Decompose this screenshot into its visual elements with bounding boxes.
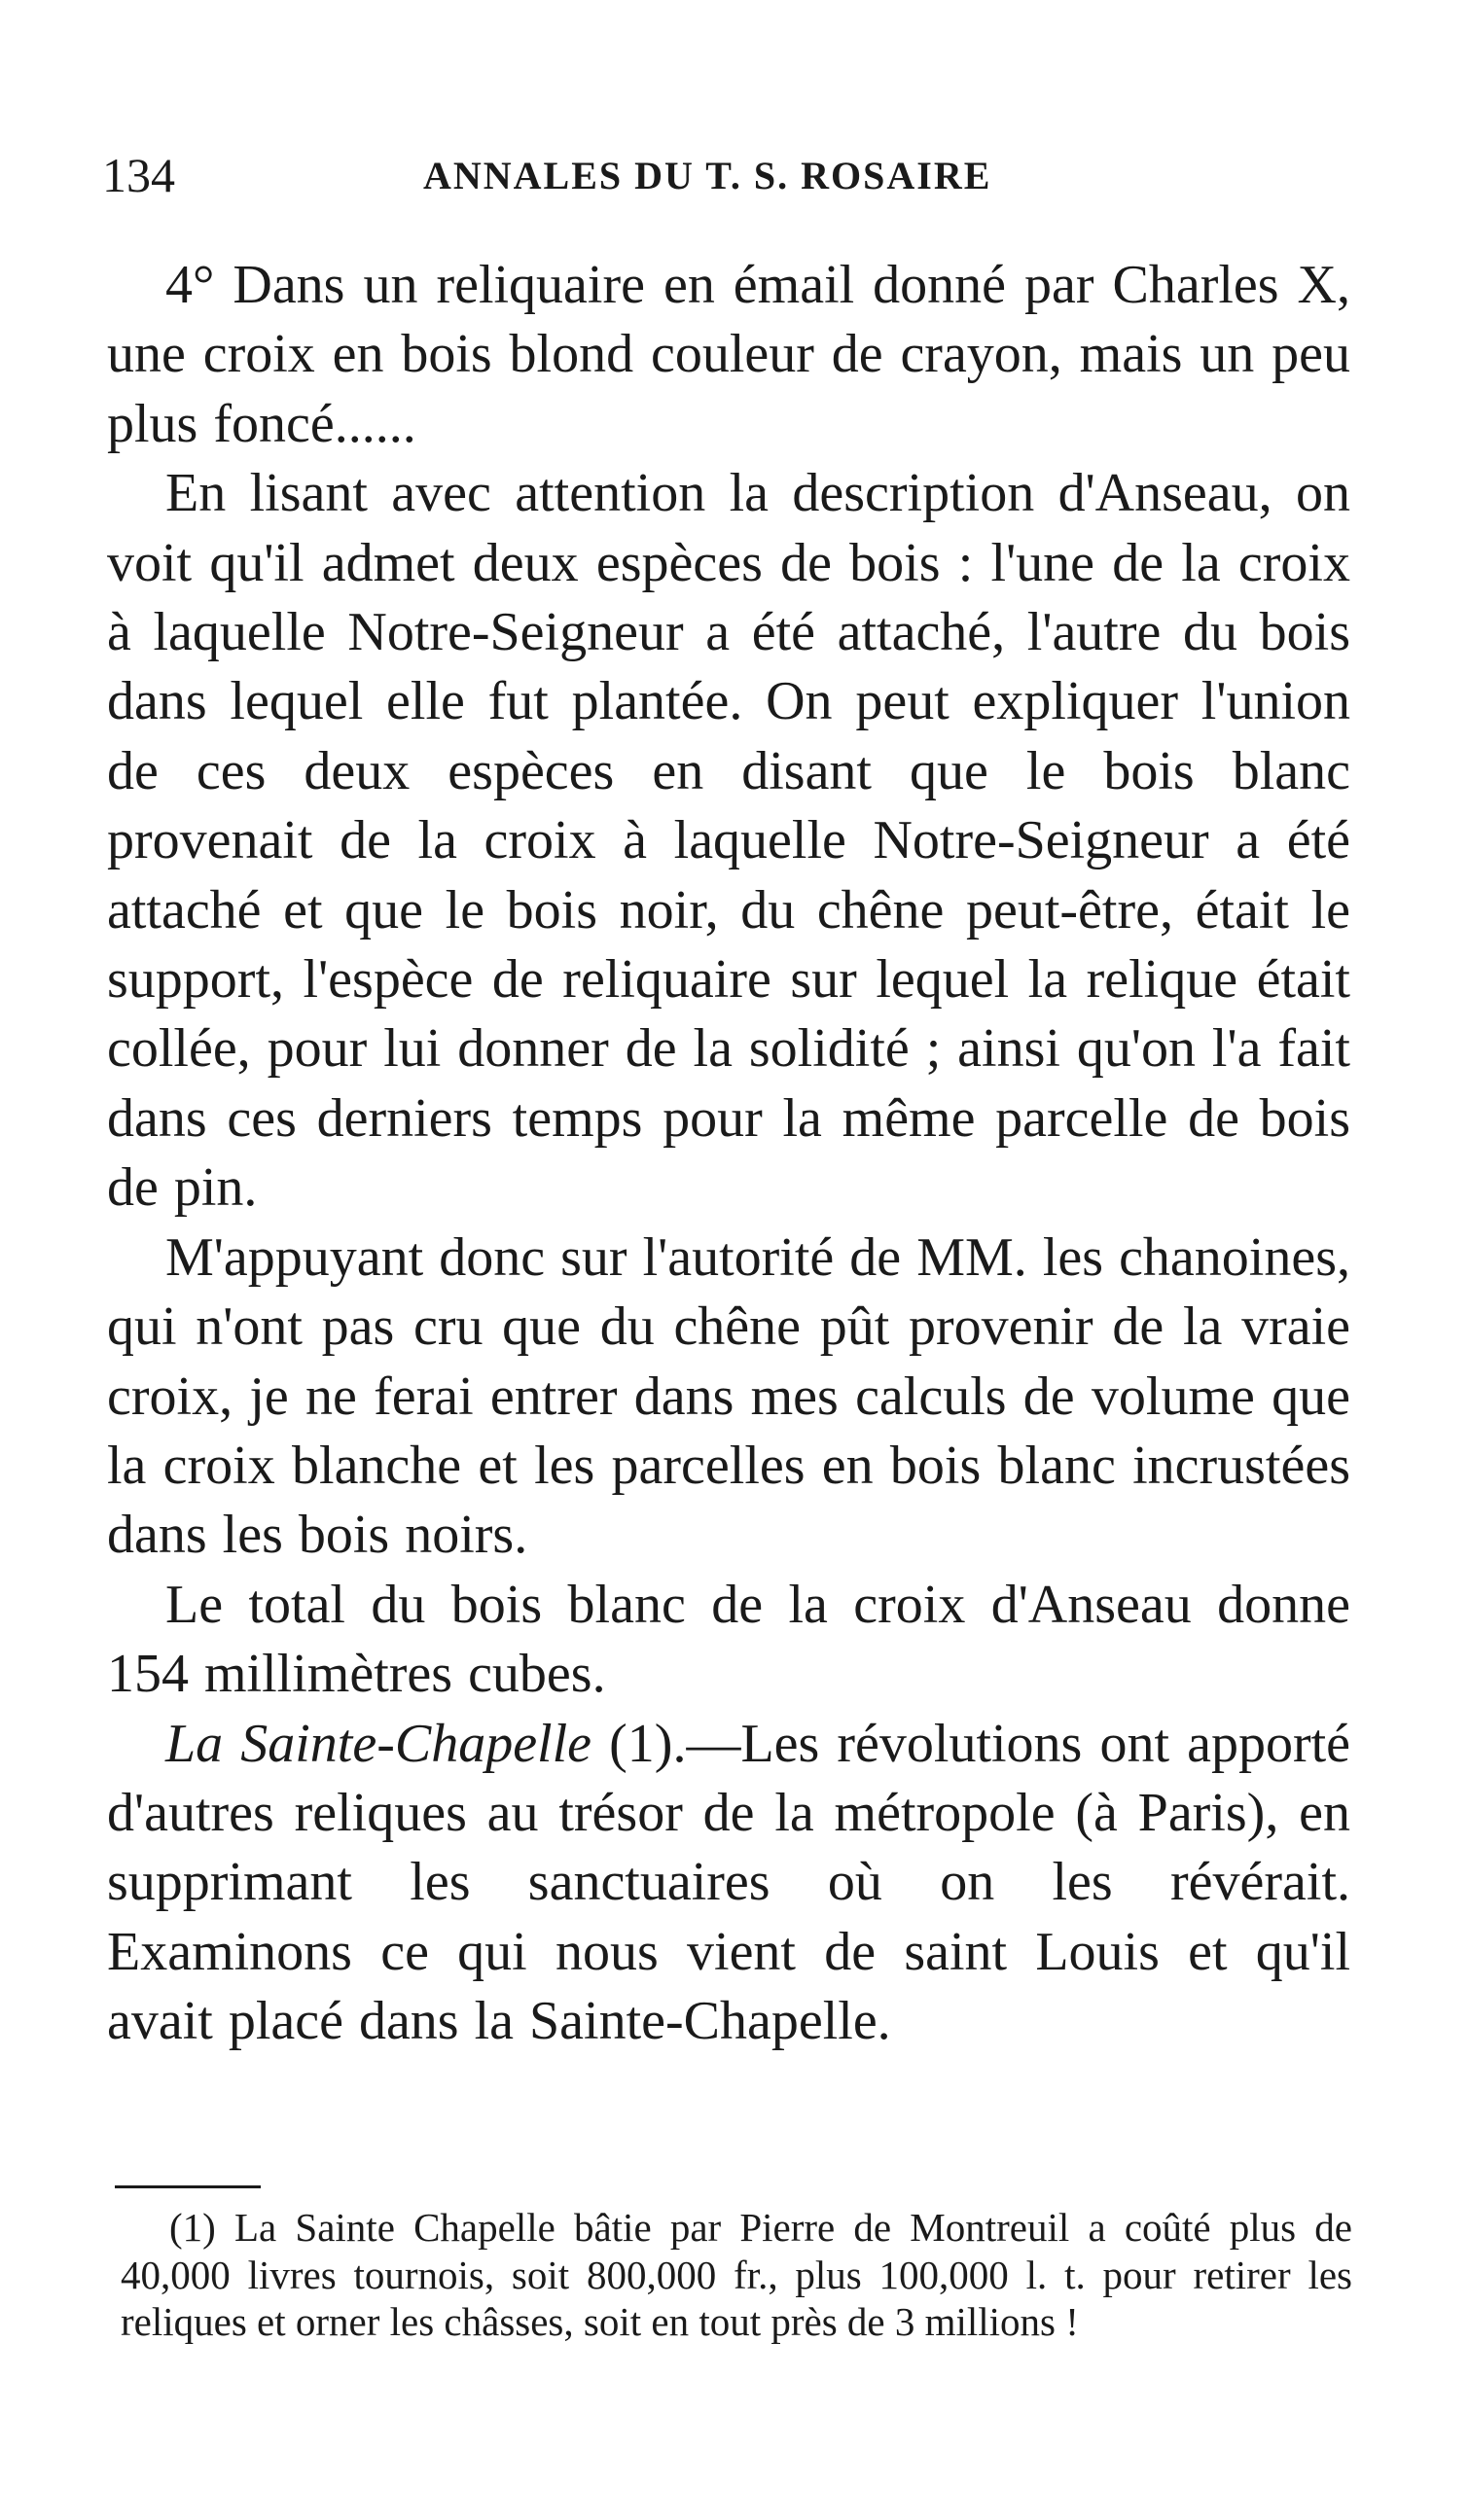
paragraph-sainte-chapelle xyxy=(107,1710,1350,2057)
page-number: 134 xyxy=(102,148,175,202)
paragraph-description-anseau: En lisant avec attention la description d'Anseau, on voit qu'il admet deux espèces de bois : l'une de la croix à laquelle Notre-Seigneur a été attaché, l'autre du bois dans lequel elle fut plantée. On peut expliquer l'union de ces deux espèces en disant que le bois blanc provenait de la croix à laquelle Notre-Seigneur a été attaché et que le bois noir, du chêne peut-être, était le support, l'espèce de reliquaire sur lequel la relique était collée, pour lui donner de la solidité ; ainsi qu'on l'a fait dans ces derniers temps pour la même parcelle de bois de pin. xyxy=(107,463,1350,1219)
footnote xyxy=(121,2204,1352,2346)
sainte-chapelle-text: .—Les révolutions ont apporté d'autres reliques au trésor de la métropole (à Paris), en supprimant les sanctuaires où on les révérait. Examinons ce qui nous vient de saint Louis et qu'il avait placé dans la Sainte-Chapelle. xyxy=(107,1713,1351,2052)
footnote-marker: (1) xyxy=(169,2205,216,2250)
paragraph-total-bois-blanc: Le total du bois blanc de la croix d'Anseau donne 154 millimètres cubes. xyxy=(107,1574,1350,1705)
running-title: ANNALES DU T. S. ROSAIRE xyxy=(423,154,992,197)
footnote-rule xyxy=(115,2185,261,2188)
page-header xyxy=(102,146,1367,214)
paragraph-autorite-chanoines: M'appuyant donc sur l'autorité de MM. les chanoines, qui n'ont pas cru que du chêne pût provenir de la vraie croix, je ne ferai entrer dans mes calculs de volume que la croix blanche et les parcelles en bois blanc incrustées dans les bois noirs. xyxy=(107,1226,1350,1566)
body-text xyxy=(107,251,1350,2057)
footnote-reference: (1) xyxy=(609,1713,673,1774)
paragraph-reliquaire-charles-x: 4° Dans un reliquaire en émail donné par Charles X, une croix en bois blond couleur de crayon, mais un peu plus foncé...... xyxy=(107,255,1350,454)
footnote-text: La Sainte Chapelle bâtie par Pierre de Montreuil a coûté plus de 40,000 livres tournois, soit 800,000 fr., plus 100,000 l. t. pour retirer les reliques et orner les châsses, soit en tout près de 3 millions ! xyxy=(121,2205,1353,2344)
section-heading-sainte-chapelle: La Sainte-Chapelle xyxy=(165,1713,592,1774)
